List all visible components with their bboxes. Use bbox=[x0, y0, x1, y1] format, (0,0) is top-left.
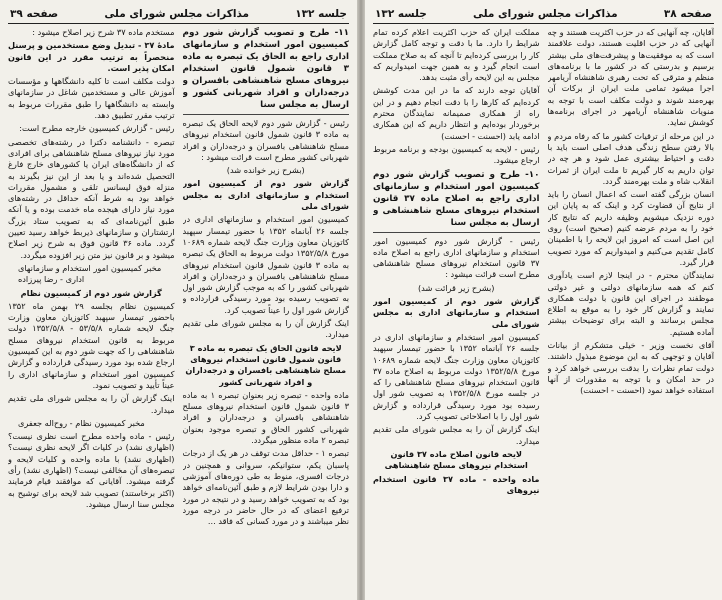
left-page-columns bbox=[8, 27, 349, 600]
right-page-header bbox=[373, 5, 714, 24]
paragraph: ماده واحده - تبصره زیر بعنوان تبصره ۱ به ماده ۳ قانون شمول قانون استخدام نیروهای مسلح شاهنشاهی بافسران و درجه‌داران و افراد شهربانی کشور الحاق و تبصره موجود بعنوان تبصره ۲ ماده منظور میگردد. bbox=[182, 389, 349, 446]
paragraph: رئیس - گزارش شور دوم لایحه الحاق یک تبصره به ماده ۳ قانون شمول قانون استخدام نیروهای مسلح شاهنشاهی بافسران و درجه‌داران و افراد شهربانی کشور مطرح است قرائت میشود : bbox=[182, 118, 349, 162]
paragraph: تبصره - دانشنامه دکترا در رشته‌های تخصصی مورد نیاز نیروهای مسلح شاهنشاهی برای افرادی که از دانشگاه‌های ایران یا کشورهای خارج فارغ التحصیل شده‌اند و یا بعد از این نیز بگیرند به منزله فوق لیسانس تلقی و مشمول مقررات خواهد بود به شرط آنکه حداقل در رشته‌های مورد نیاز دارای هیجده ماه خدمت بوده و یا آنکه طبق آئین‌نامه‌ای که به تصویب ستاد بزرگ ارتشتاران و سازمانهای ذیربط خواهد رسید تعیین گردد. ماده ۳۶ قانون فوق به شرح زیر اصلاح میشود و بر قانون نیز متن زیر افزوده میگردد. bbox=[8, 136, 175, 260]
paragraph: رئیس - لایحه به کمیسیون بودجه و برنامه مربوط ارجاع میشود. bbox=[373, 143, 540, 166]
divider bbox=[373, 232, 540, 233]
paragraph: مملکت ایران که حزب اکثریت اعلام کرده تمام شرایط را دارد. ما با دقت و توجه کامل گزارش کار را بررسی کرده‌ایم تا آنچه که به صلاح مملکت است انجام گیرد و به همین جهت امیدواریم که مجلس به این لایحه رأی مثبت بدهد. bbox=[373, 27, 540, 83]
paragraph: کمیسیون امور استخدام و سازمانهای اداری در جلسه ۲۶ آبانماه ۱۳۵۲ با حضور تیمسار سپهبد کاتوزیان معاون وزارت جنگ لایحه شماره ۱۰۶۸۹ مورخ ۱۳۵۲/۵/۸ دولت مربوط به اصلاح ماده ۳۷ قانون استخدام نیروهای مسلح شاهنشاهی را که در جلسه مورخ ۱۳۵۲/۵/۸ به تصویب شور اول رسیده بود مورد رسیدگی قرارداده و گزارش شور اول را با اصلاحاتی تصویب کرد. bbox=[373, 331, 540, 422]
page-number: جلسه ۱۳۲ bbox=[295, 8, 347, 20]
signature: مخبر کمیسیون امور استخدام و سازمانهای اداری - رضا پیرزاده bbox=[18, 262, 162, 285]
paragraph: آقای نخست وزیر - خیلی متشکرم از بیانات آقایان و توجهی که به این موضوع مبذول داشتند. دولت تمام نظرات را بدقت بررسی خواهد کرد و در حد امکان و با توجه به مقدورات از آنها استفاده خواهد نمود (احسنت - احسنت) bbox=[547, 340, 714, 396]
paragraph: در این مرحله از ترقیات کشور ما که رفاه مردم و بالا رفتن سطح زندگی هدف اصلی است باید با دقت و احتیاط بیشتری عمل شود و هر چه در توان داریم به کار گیریم تا ملت ایران از ثمرات انقلاب شاه و ملت بهره‌مند گردد. bbox=[547, 130, 714, 186]
paragraph: کمیسیون نظام بجلسه ۲۹ بهمن ماه ۱۳۵۲ باحضور تیمسار سپهبد کاتوزیان معاون وزارت جنگ لایحه شماره ۵۳/۵/۸ - ۱۳۵۲/۵/۸ دولت مربوط به قانون استخدام نیروهای مسلح شاهنشاهی را که جهت شور دوم به این کمیسیون ارجاع شده بود مورد رسیدگی قرارداده و گزارش کمیسیون امور استخدام و سازمانهای اداری را عیناً تأیید و تصویب نمود. bbox=[8, 300, 175, 390]
left-page-header bbox=[8, 5, 349, 24]
paragraph: لایحه قانون الحاق یک تبصره به ماده ۳ قانون شمول قانون استخدام نیروهای مسلح شاهنشاهی بافسران و درجه‌داران و افراد شهربانی کشور bbox=[185, 342, 347, 387]
right-page-left-column bbox=[373, 27, 540, 600]
right-page-columns bbox=[373, 27, 714, 600]
right-page bbox=[365, 0, 722, 600]
paragraph: اینک گزارش آن را به مجلس شورای ملی تقدیم میدارد. bbox=[182, 318, 349, 340]
paragraph: ماده واحده - ماده ۳۷ قانون استخدام نیروهای bbox=[373, 473, 540, 495]
paragraph: انسان بزرگی گفته است که اعمال انسان را باید از نتایج آن قضاوت کرد و اینک که به پایان این دوره نزدیک میشویم وظیفه داریم که نتایج کار خود را به مردم عرضه کنیم (صحیح است) روی این اصل است که امروز این لایحه را با اطمینان کامل تقدیم می‌کنیم و امیدواریم که مورد تصویب قرار گیرد. bbox=[547, 189, 714, 267]
left-page-left-column bbox=[8, 27, 175, 600]
paragraph: کمیسیون امور استخدام و سازمانهای اداری در جلسه ۲۶ آبانماه ۱۳۵۲ با حضور تیمسار سپهبد کاتوزیان معاون وزارت جنگ لایحه شماره ۱۰۶۸۹ مورخ ۱۳۵۲/۵/۸ دولت مربوط به الحاق یک تبصره به ماده ۳ قانون شمول قانون استخدام نیروهای مسلح شاهنشاهی بافسران و درجه‌داران و افراد شهربانی کشور را که به موجب گزارش شور اول به تصویب رسیده بود مورد رسیدگی قرارداده و گزارش شور اول را عیناً تصویب کرد. bbox=[182, 214, 349, 315]
paragraph: مستخدم ماده ۳۷ شرح زیر اصلاح میشود : bbox=[32, 27, 175, 37]
divider bbox=[183, 114, 350, 115]
paragraph: آقایان توجه دارند که ما در این مدت کوشش کرده‌ایم که کارها را با دقت انجام دهیم و در این راه از همکاری صمیمانه نمایندگان محترم برخوردار بوده‌ایم و انتظار داریم که این همکاری ادامه یابد (احسنت - احسنت) bbox=[373, 85, 540, 141]
paragraph: رئیس - گزارش شور دوم کمیسیون امور استخدام و سازمانهای اداری راجع به اصلاح ماده ۳۷ قانون استخدام نیروهای مسلح شاهنشاهی مطرح است قرائت میشود : bbox=[373, 235, 540, 280]
paragraph: مادهٔ ۳۷ - تبدیل وضع مستخدمین و پرسنل منحصراً به ترتیب مقرر در این قانون امکان پذیر است. bbox=[8, 40, 175, 73]
paragraph: تبصره ۱ - حداقل مدت توقف در هر یک از درجات پاسبان یکم، ستوانیکم، سروانی و همچنین در درجات افسری، منوط به طی دوره‌های آموزشی و دارا بودن شرایط لازم و طبق آئین‌نامه‌ای خواهد بود که به تصویب خواهد رسید و در نتیجه در مورد ترفیع اعضای که در حال حاضر در درجه مورد نظر میباشند و در مورد کسانی که فاقد ... bbox=[182, 448, 349, 527]
paragraph: رئیس - ماده واحده مطرح است نظری نیست؟ (اظهاری نشد) در کلیات اگر لایحه نظری نیست؟ (اظهاری نشد) با ماده واحده و کلیات لایحه و تبصره‌های آن مخالفی نیست؟ (اظهاری نشد) رأی گرفته میشود. آقایانی که موافقند قیام فرمایند (اکثر برخاستند) تصویب شد لایحه برای توشیح به مجلس سنا ارسال میشود. bbox=[8, 431, 175, 509]
paragraph: دولت مکلف است تا کلیه دانشگاهها و مؤسسات آموزش عالی و مستخدمین شاغل در سازمانهای وابسته به دانشگاهها را طبق مقررات مربوط به ترتیب مقرر تطبیق دهد. bbox=[8, 76, 175, 121]
paragraph: رئیس - گزارش کمیسیون خارجه مطرح است: bbox=[19, 123, 175, 134]
journal-title: مذاکرات مجلس شورای ملی bbox=[472, 8, 618, 20]
paragraph: نمایندگان محترم - در اینجا لازم است یادآوری کنم که همه سازمانهای دولتی و غیر دولتی موظفند در اجرای این قانون با دولت همکاری نمایند و گزارش کار خود را به موقع به اطلاع مجلس برسانند و البته برای توضیحات بیشتر آماده هستیم. bbox=[547, 270, 714, 337]
paragraph: گزارش شور دوم از کمیسیون امور استخدام و سازمانهای اداری به مجلس شورای ملی bbox=[182, 178, 349, 212]
paragraph: لایحه قانون اصلاح ماده ۳۷ قانون استخدام نیروهای مسلح شاهنشاهی bbox=[384, 448, 528, 471]
left-page bbox=[0, 0, 357, 600]
journal-title: مذاکرات مجلس شورای ملی bbox=[104, 8, 250, 20]
paragraph: گزارش شور دوم از کمیسیون نظام bbox=[20, 287, 162, 298]
left-page-right-column bbox=[183, 27, 350, 600]
paragraph: گزارش شور دوم از کمیسیون امور استخدام و سازمانهای اداری به مجلس شورای ملی bbox=[373, 296, 540, 329]
page-label: صفحه ۳۸ bbox=[663, 8, 712, 20]
page-number: جلسه ۱۳۲ bbox=[375, 8, 427, 20]
section-heading: ۱۰- طرح و تصویب گزارش شور دوم کمیسیون امور استخدام و سازمانهای اداری راجع به اصلاح ماده ۳۷ قانون استخدام نیروهای مسلح شاهنشاهی و ارسال به مجلس سنا bbox=[373, 169, 540, 228]
signature: مخبر کمیسیون نظام - روح‌اله جعفری bbox=[18, 417, 145, 428]
paragraph: آقایان، چه آنهایی که در حزب اکثریت هستند و چه آنهایی که در حزب اقلیت هستند، دولت علاقمند است که به موفقیت‌ها و پیشرفت‌های ملی بیشتر برسیم و بدرستی که در کشور ما با برنامه‌های منظم و مترقی که تحت رهبری شاهنشاه آریامهر اجرا میشود تمامی ملت ایران از برکات آن بهره‌مند شوند و دولت مکلف است با توجه به منویات شاهنشاه آریامهر در اجرای برنامه‌ها کوشش نماید. bbox=[547, 27, 714, 128]
book-gutter bbox=[357, 0, 365, 600]
paragraph: اینک گزارش آن را به مجلس شورای ملی تقدیم میدارد. bbox=[8, 393, 175, 415]
paragraph: (بشرح زیر قرائت شد) bbox=[417, 282, 495, 293]
paragraph: (بشرح زیر خوانده شد) bbox=[226, 165, 305, 176]
right-page-right-column bbox=[548, 27, 715, 600]
paragraph: اینک گزارش آن را به مجلس شورای ملی تقدیم میدارد. bbox=[373, 424, 540, 446]
page-label: صفحه ۳۹ bbox=[10, 8, 59, 20]
section-heading: ۱۱- طرح و تصویب گزارش شور دوم کمیسیون امور استخدام و سازمانهای اداری راجع به الحاق یک تبصره به ماده ۳ قانون شمول قانون استخدام نیروهای مسلح شاهنشاهی بافسران و درجه‌داران و افراد شهربانی کشور و ارسال به مجلس سنا bbox=[182, 28, 349, 110]
